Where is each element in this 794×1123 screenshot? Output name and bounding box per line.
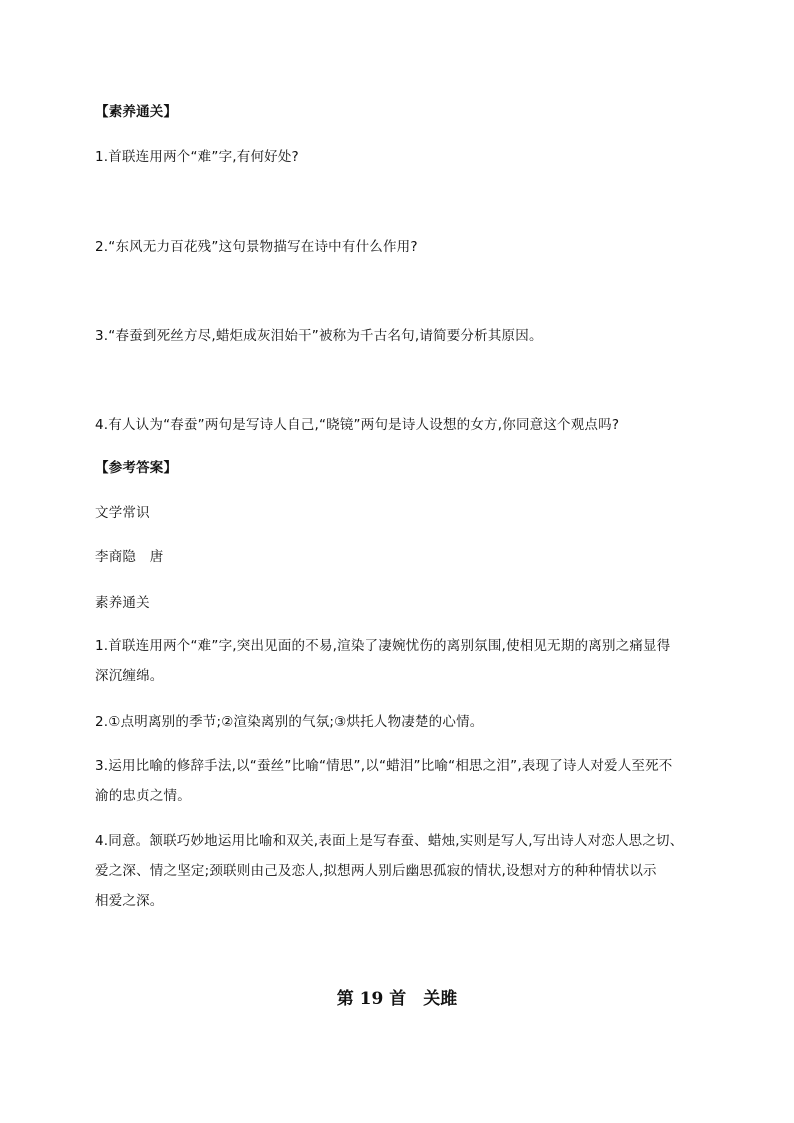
answers-section-heading: 【参考答案】	[95, 460, 178, 476]
answer-1-line-1: 1.首联连用两个“难”字,突出见面的不易,渲染了凄婉忧伤的离别氛围,使相见无期的离别之痛显得	[95, 638, 671, 654]
answer-3	[95, 751, 705, 811]
question-3: 3.“春蚕到死丝方尽,蜡炬成灰泪始干”被称为千古名句,请简要分析其原因。	[95, 328, 543, 344]
answer-4-line-2: 爱之深、情之坚定;颈联则由己及恋人,拟想两人别后幽思孤寂的情状,设想对方的种种情状以示	[95, 863, 657, 879]
literary-knowledge-value: 李商隐 唐	[95, 549, 164, 565]
question-1: 1.首联连用两个“难”字,有何好处?	[95, 149, 299, 165]
answer-2: 2.①点明离别的季节;②渲染离别的气氛;③烘托人物凄楚的心情。	[95, 714, 484, 730]
answer-3-line-1: 3.运用比喻的修辞手法,以“蚕丝”比喻“情思”,以“蜡泪”比喻“相思之泪”,表现了诗人对爱人至死不	[95, 758, 673, 774]
answer-4-line-1: 4.同意。颔联巧妙地运用比喻和双关,表面上是写春蚕、蜡烛,实则是写人,写出诗人对恋人思之切、	[95, 833, 684, 849]
question-2: 2.“东风无力百花残”这句景物描写在诗中有什么作用?	[95, 239, 418, 255]
answer-4-line-3: 相爱之深。	[95, 893, 164, 909]
question-4: 4.有人认为“春蚕”两句是写诗人自己,“晓镜”两句是诗人设想的女方,你同意这个观点吗?	[95, 417, 620, 433]
answer-1	[95, 631, 705, 691]
literary-knowledge-label: 文学常识	[95, 505, 150, 521]
answer-3-line-2: 渝的忠贞之情。	[95, 788, 191, 804]
answer-1-line-2: 深沉缠绵。	[95, 668, 164, 684]
practice-section-heading: 【素养通关】	[95, 104, 178, 120]
next-poem-title: 第 19 首 关雎	[336, 989, 458, 1009]
practice-answers-label: 素养通关	[95, 595, 150, 611]
answer-4	[95, 826, 705, 916]
